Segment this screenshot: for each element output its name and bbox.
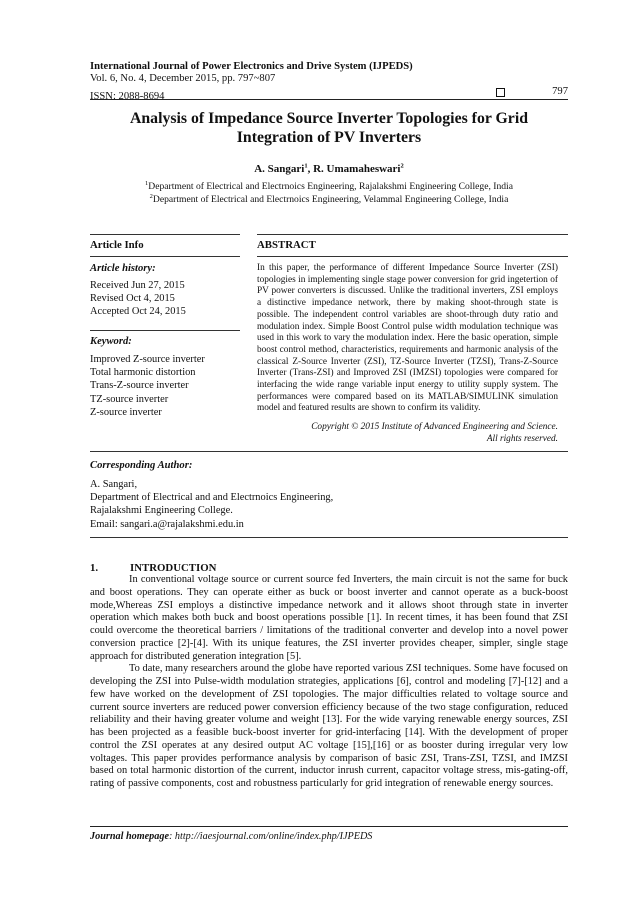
authors	[90, 162, 568, 176]
article-info-top-rule	[90, 234, 240, 235]
homepage-label: Journal homepage	[90, 831, 169, 842]
corresponding-name: A. Sangari,	[90, 479, 138, 490]
author-1: A. Sangari	[254, 163, 305, 175]
abstract-text: In this paper, the performance of different Impedance Source Inverter (ZSI) topologies in implementing single stage power conversion for grid ingetertion of PV power converters is discussed. Unlike the traditional inverters, ZSI employs a distinctive impedance network, there by making shoot-through state is possible. The independent control variables are shoot-through duty ratio and modulation index. Simple Boost Control pulse width modulation technique was used in this work to vary the modulation index. Here the basic operation, simple boost control method, characteristics, requirements and harmonic analysis of the classical Z-Source Inverter (ZSI), TZ-Source Inverter (TZSI), Trans-Z-Source Inverter (Trans-ZSI) and Improved ZSI (IMZSI) topologies were compared for interfacing the wide range variable input energy to utility supply system. The performances were compared based on its MATLAB/SIMULINK simulation model and featured results are shown to confirm its validity.	[257, 263, 558, 414]
corresponding-email: Email: sangari.a@rajalakshmi.edu.in	[90, 518, 244, 530]
journal-homepage	[90, 830, 372, 843]
page-number: 797	[552, 85, 568, 97]
keyword-item: Improved Z-source inverter	[90, 354, 205, 365]
article-history-label: Article history:	[90, 263, 156, 274]
issn-row	[90, 85, 568, 102]
keyword-item: Trans-Z-source inverter	[90, 380, 189, 392]
history-accepted: Accepted Oct 24, 2015	[90, 306, 186, 318]
intro-number: 1.	[90, 562, 99, 574]
homepage-url: : http://iaesjournal.com/online/index.php/IJPEDS	[168, 831, 373, 842]
affiliation-1-text: Department of Electrical and Electrnoics Engineering, Rajalakshmi Engineering College, India	[148, 181, 513, 192]
article-info-heading: Article Info	[90, 239, 144, 251]
affiliation-1-sup: 1	[145, 179, 149, 187]
intro-paragraph-1: In conventional voltage source or current source fed Inverters, the main circuit is not the same for buck and boost operations. They can operate either as buck or boost inverter and cannot operate as a buck-boost mode,Whereas ZSI employs a distinctive impedance network and it allows shoot through state in inverter operation which makes both buck and boost operations possible [1]. In recent times, it has been found that ZSI could overcome the theoretical barriers / limitations of the traditional converter and develop into a novel power conversion practice [2]-[4]. With its unique features, the ZSI inverter provides cheaper, simpler, single stage approach for distributed generation integration [5].	[90, 574, 568, 662]
journal-volume: Vol. 6, No. 4, December 2015, pp. 797~807	[90, 73, 276, 84]
header-rule	[90, 99, 568, 100]
corresponding-author-details	[90, 478, 390, 531]
affiliation-2-sup: 2	[149, 192, 153, 200]
article-info-heading-rule	[90, 256, 240, 257]
corresponding-author-label: Corresponding Author:	[90, 460, 193, 471]
history-received: Received Jun 27, 2015	[90, 280, 185, 291]
title-line-2: Integration of PV Inverters	[236, 129, 422, 146]
checkbox-square-icon	[496, 88, 505, 97]
footer-rule	[90, 826, 568, 827]
affiliation-1	[90, 181, 568, 193]
history-revised: Revised Oct 4, 2015	[90, 293, 175, 305]
keyword-item: Total harmonic distortion	[90, 367, 196, 379]
intro-paragraph-2: To date, many researchers around the globe have reported various ZSI techniques. Some have focused on developing the ZSI into Pulse-width modulation strategies, applications [6], control and modeling [7]-[12] and a few have worked on the development of ZSI topologies. The major difficulties related to voltage source and current source inverters are reduced power conversion efficiency because of the two stage configuration, reduced reliability and their having greater volume and weight [13]. For the wide varying renewable energy sources, ZSI has been projected as a feasible buck-boost inverter for grid-interfacing [14]. With the development of proper control the ZSI operates at any desired output AC voltage [15],[16] or as booster during irregular very low voltages. This paper provides performance analysis by comparison of basic ZSI, Trans-ZSI, TZSI, and IMZSI based on total harmonic distortion of the current, inductor inrush current, capacitor voltage stress, mis-gating-off, rating of passive components, cost and robustness particularly for grid integration of renewable energy sources.	[90, 663, 568, 789]
abstract-top-rule	[257, 234, 568, 235]
journal-header	[90, 60, 570, 102]
paper-title	[90, 109, 568, 147]
keyword-item: Z-source inverter	[90, 406, 162, 418]
affiliation-2-text: Department of Electrical and Electrnoics Engineering, Velammal Engineering College, India	[152, 194, 509, 205]
corresponding-department: Department of Electrical and and Electrnoics Engineering,	[90, 492, 334, 504]
info-bottom-rule	[90, 451, 568, 452]
corresponding-bottom-rule	[90, 537, 568, 538]
journal-name: International Journal of Power Electronics and Drive System (IJPEDS)	[90, 61, 413, 72]
keyword-label: Keyword:	[90, 336, 132, 347]
author-2-sup: 2	[400, 162, 404, 170]
keyword-rule	[90, 330, 240, 331]
author-2: R. Umamaheswari	[313, 163, 401, 175]
copyright-line-1: Copyright © 2015 Institute of Advanced Engineering and Science.	[311, 422, 558, 432]
author-1-sup: 1	[304, 162, 308, 170]
article-history-list	[90, 279, 240, 319]
journal-issn: ISSN: 2088-8694	[90, 90, 165, 102]
title-line-1: Analysis of Impedance Source Inverter Topologies for Grid	[129, 110, 528, 127]
copyright-line-2: All rights reserved.	[486, 433, 558, 444]
author-separator: ,	[307, 163, 314, 175]
keyword-list	[90, 353, 240, 419]
abstract-heading-rule	[257, 256, 568, 257]
affiliation-2	[90, 194, 568, 206]
copyright	[257, 422, 558, 446]
keyword-item: TZ-source inverter	[90, 393, 169, 405]
intro-title: INTRODUCTION	[130, 562, 217, 574]
abstract-heading: ABSTRACT	[257, 239, 316, 251]
corresponding-college: Rajalakshmi Engineering College.	[90, 505, 233, 517]
intro-body	[90, 574, 568, 791]
